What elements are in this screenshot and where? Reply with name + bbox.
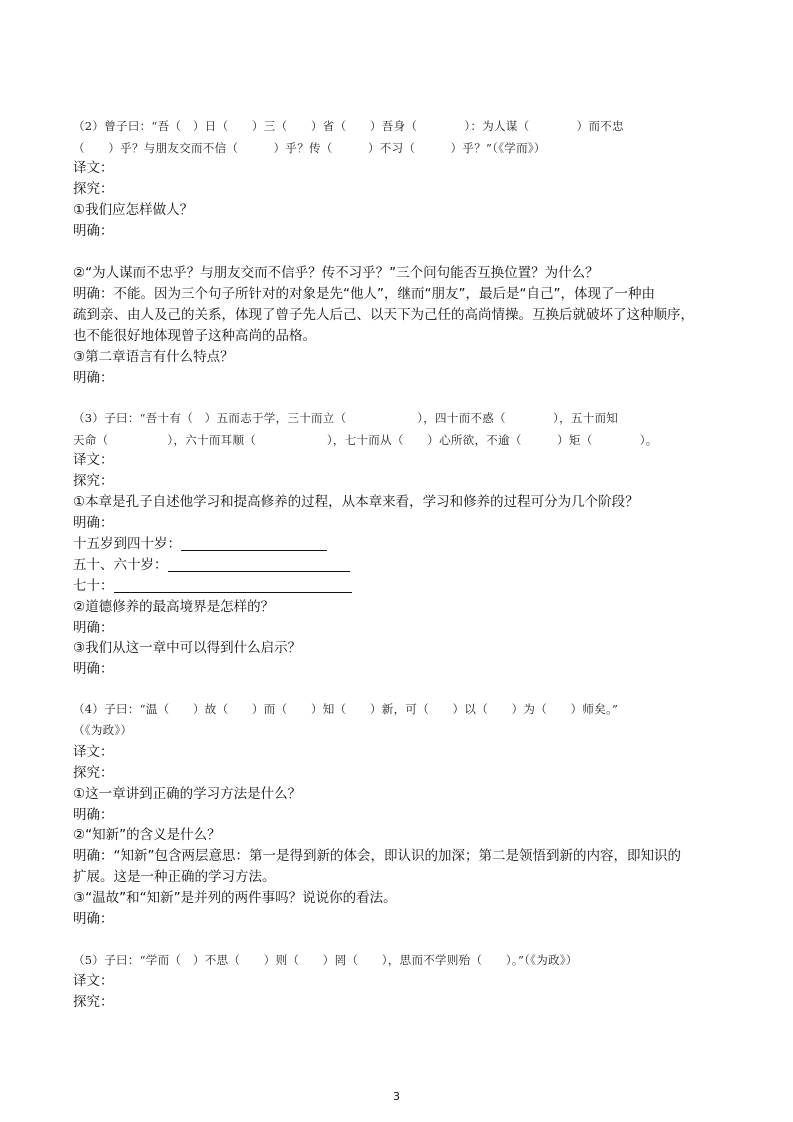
s4-question-line1: （4）子曰：“温（ ）故（ ）而（ ）知（ ）新，可（ ）以（ ）为（ ）师矣。” bbox=[73, 702, 619, 716]
s3-stage3-blank[interactable] bbox=[114, 578, 352, 593]
s4-q1: ①这一章讲到正确的学习方法是什么？ bbox=[73, 786, 302, 802]
s3-question-line1: （3）子曰：“吾十有（ ）五而志于学，三十而立（ ），四十而不惑（ ），五十而知 bbox=[73, 411, 619, 425]
s3-stage3-label: 七十： bbox=[73, 578, 114, 594]
s5-question-line1: （5）子曰：“学而（ ）不思（ ）则（ ）罔（ ），思而不学则殆（ ）。”（《为政》） bbox=[73, 953, 578, 967]
s3-stage1-blank[interactable] bbox=[181, 536, 327, 551]
s3-stage1-row bbox=[73, 535, 327, 553]
s4-translation-label: 译文： bbox=[73, 744, 114, 760]
s3-stage2-label: 五十、六十岁： bbox=[73, 557, 168, 573]
s3-q3: ③我们从这一章中可以得到什么启示？ bbox=[73, 640, 302, 656]
s3-translation-label: 译文： bbox=[73, 452, 114, 468]
s3-stage2-row bbox=[73, 556, 350, 574]
s2-a1: 明确： bbox=[73, 223, 114, 239]
s4-explore-label: 探究： bbox=[73, 765, 114, 781]
s2-q1: ①我们应怎样做人？ bbox=[73, 202, 194, 218]
s3-a1: 明确： bbox=[73, 515, 114, 531]
s2-q2: ②“为人谋而不忠乎？与朋友交而不信乎？传不习乎？”三个问句能否互换位置？为什么？ bbox=[73, 265, 599, 281]
s4-a2-line2: 扩展。这是一种正确的学习方法。 bbox=[73, 869, 276, 885]
s3-stage2-blank[interactable] bbox=[168, 557, 350, 572]
s4-a3: 明确： bbox=[73, 911, 114, 927]
s3-stage1-label: 十五岁到四十岁： bbox=[73, 536, 181, 552]
s2-translation-label: 译文： bbox=[73, 160, 114, 176]
s3-stage3-row bbox=[73, 577, 352, 595]
s3-explore-label: 探究： bbox=[73, 473, 114, 489]
s5-translation-label: 译文： bbox=[73, 973, 114, 989]
s2-explore-label: 探究： bbox=[73, 181, 114, 197]
s2-question-line1: （2）曾子曰：“吾（ ）日（ ）三（ ）省（ ）吾身（ ）：为人谋（ ）而不忠 bbox=[73, 119, 624, 133]
s4-q3: ③“温故”和“知新”是并列的两件事吗？说说你的看法。 bbox=[73, 890, 397, 906]
s2-a2-line3: 也不能很好地体现曾子这种高尚的品格。 bbox=[73, 328, 316, 344]
s3-q1: ①本章是孔子自述他学习和提高修养的过程，从本章来看，学习和修养的过程可分为几个阶段？ bbox=[73, 494, 639, 510]
s2-question-line2: （ ）乎？与朋友交而不信（ ）乎？传（ ）不习（ ）乎？”（《学而》） bbox=[73, 141, 546, 155]
s2-a2-line1: 明确：不能。因为三个句子所针对的对象是先“他人”，继而“朋友”，最后是“自己”，体现了一种由 bbox=[73, 286, 655, 302]
s5-explore-label: 探究： bbox=[73, 994, 114, 1010]
s3-a2: 明确： bbox=[73, 620, 114, 636]
s3-a3: 明确： bbox=[73, 661, 114, 677]
s3-question-line2: 天命（ ），六十而耳顺（ ），七十而从（ ）心所欲，不逾（ ）矩（ ）。 bbox=[73, 433, 658, 447]
s3-q2: ②道德修养的最高境界是怎样的？ bbox=[73, 599, 275, 615]
s4-question-line2: （《为政》） bbox=[73, 723, 133, 737]
s4-a1: 明确： bbox=[73, 807, 114, 823]
s2-a2-line2: 疏到亲、由人及己的关系，体现了曾子先人后己、以天下为己任的高尚情操。互换后就破坏了这种顺序， bbox=[73, 307, 694, 323]
s2-a3: 明确： bbox=[73, 370, 114, 386]
page-number: 3 bbox=[393, 1090, 400, 1103]
s4-a2-line1: 明确：“知新”包含两层意思：第一是得到新的体会，即认识的加深；第二是领悟到新的内容，即知识的 bbox=[73, 848, 681, 864]
s4-q2: ②“知新”的含义是什么？ bbox=[73, 827, 221, 843]
s2-q3: ③第二章语言有什么特点？ bbox=[73, 349, 234, 365]
